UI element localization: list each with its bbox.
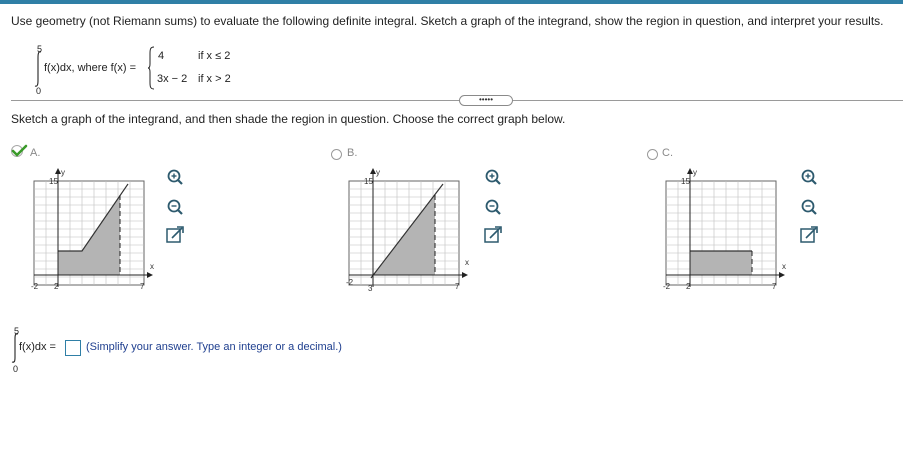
option-c-radio[interactable] [647, 149, 658, 160]
y-axis-label: y [693, 168, 697, 177]
graph-option-b[interactable] [345, 165, 475, 295]
brace-icon [147, 46, 155, 90]
y-top-label: 15 [49, 177, 58, 186]
x-axis-label: x [782, 262, 786, 271]
x-arrow-icon [462, 272, 468, 278]
section-divider [11, 100, 903, 101]
checkmark-icon [10, 144, 28, 158]
case-2-condition: if x > 2 [198, 73, 231, 85]
x-tick-label: 2 [686, 282, 691, 291]
answer-section [8, 326, 408, 376]
x-arrow-icon [147, 272, 153, 278]
graph-option-c[interactable] [662, 165, 792, 295]
zoom-controls-a [165, 167, 187, 247]
option-b-radio[interactable] [331, 149, 342, 160]
zoom-controls-b [483, 167, 505, 247]
question-text: Use geometry (not Riemann sums) to evaluate the following definite integral. Sketch a graph of the integrand, show the region in question, and interpret your results. [11, 14, 884, 28]
shaded-region [690, 251, 752, 275]
x-min-label: -2 [346, 278, 354, 287]
integral-label: f(x)dx, where f(x) = [44, 62, 136, 74]
x-tick-label: 2 [54, 282, 59, 291]
instruction-text: Sketch a graph of the integrand, and then shade the region in question. Choose the correct graph below. [11, 112, 566, 126]
integral-lower-limit: 0 [36, 86, 42, 96]
top-accent-bar [0, 0, 903, 4]
integral-sign-icon [33, 50, 43, 88]
answer-hint: (Simplify your answer. Type an integer or a decimal.) [86, 341, 342, 353]
y-top-label: 15 [681, 177, 690, 186]
x-max-label: 7 [455, 282, 460, 291]
zoom-in-icon[interactable] [803, 171, 817, 185]
x-arrow-icon [779, 272, 785, 278]
expand-graph-icon[interactable] [801, 227, 817, 242]
y-axis-label: y [61, 168, 65, 177]
answer-input[interactable] [65, 340, 81, 356]
expand-graph-icon[interactable] [167, 227, 183, 242]
case-1-value: 4 [158, 50, 165, 62]
expand-button[interactable]: ••••• [459, 95, 513, 106]
x-max-label: 7 [772, 282, 777, 291]
y-top-label: 15 [364, 177, 373, 186]
x-axis-label: x [465, 258, 469, 267]
graph-option-a[interactable] [30, 165, 160, 295]
option-b-label[interactable]: B. [347, 147, 358, 159]
option-c-label[interactable]: C. [662, 147, 673, 159]
answer-lower-limit: 0 [13, 364, 19, 374]
zoom-out-icon[interactable] [487, 201, 501, 215]
x-axis-label: x [150, 262, 154, 271]
zoom-out-icon[interactable] [169, 201, 183, 215]
answer-label: f(x)dx = [19, 341, 56, 353]
x-tick-label: 3 [368, 284, 373, 293]
option-a-label[interactable]: A. [30, 147, 41, 159]
x-max-label: 7 [140, 282, 145, 291]
case-2-value: 3x − 2 [157, 73, 188, 85]
zoom-in-icon[interactable] [169, 171, 183, 185]
x-min-label: -2 [31, 282, 39, 291]
integral-definition [30, 40, 290, 100]
zoom-controls-c [799, 167, 821, 247]
expand-graph-icon[interactable] [485, 227, 501, 242]
y-axis-label: y [376, 168, 380, 177]
case-1-condition: if x ≤ 2 [198, 50, 231, 62]
zoom-out-icon[interactable] [803, 201, 817, 215]
zoom-in-icon[interactable] [487, 171, 501, 185]
answer-upper-limit: 5 [14, 326, 20, 336]
x-min-label: -2 [663, 282, 671, 291]
integral-upper-limit: 5 [37, 44, 43, 54]
